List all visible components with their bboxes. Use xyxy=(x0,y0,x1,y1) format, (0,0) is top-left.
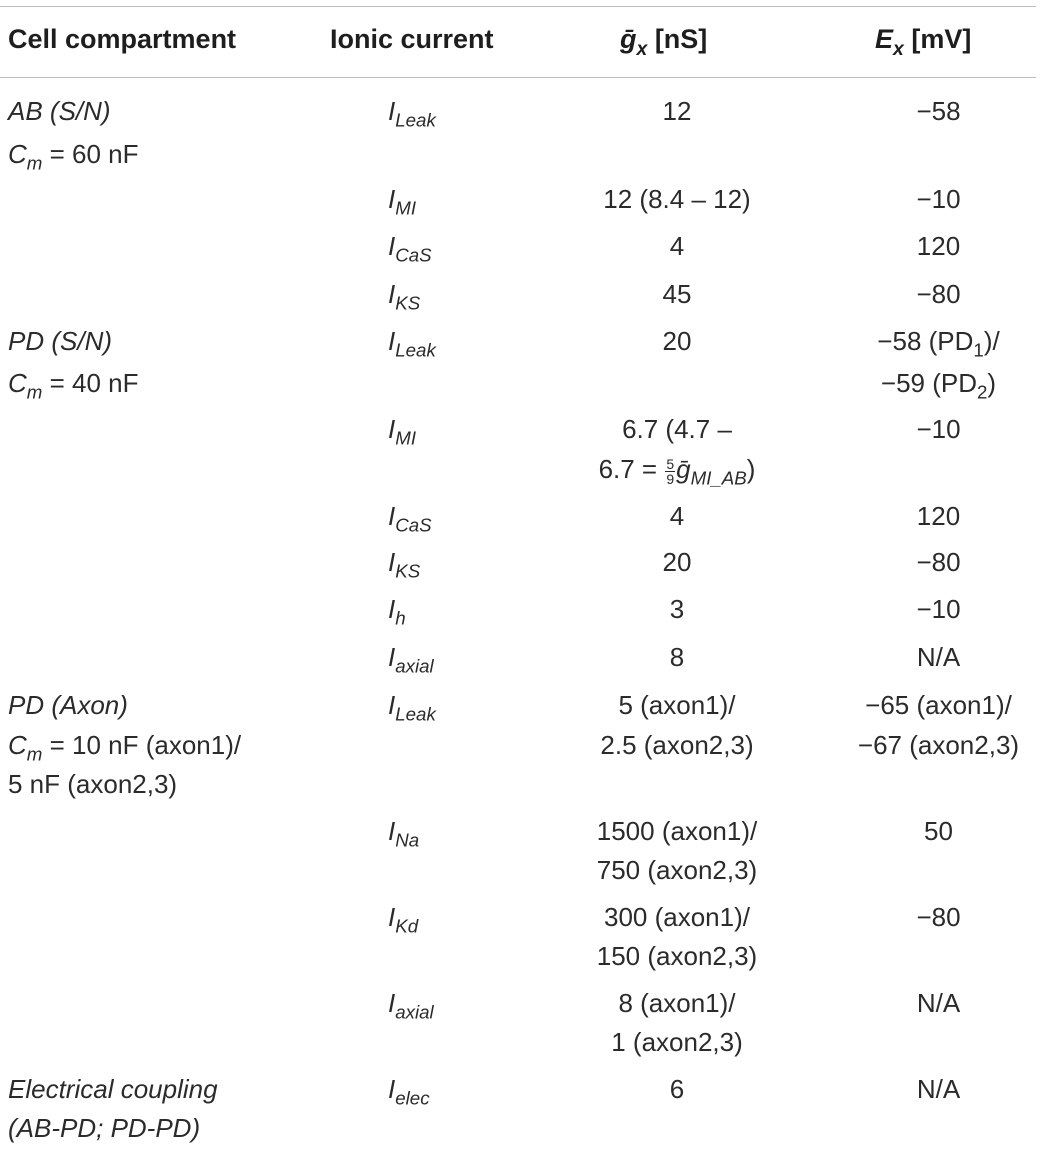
reversal-cell: 50 xyxy=(924,816,953,846)
reversal-cell: −10 xyxy=(916,414,961,444)
reversal-cell: −80 xyxy=(916,279,961,309)
compartment-cell: PD (Axon) xyxy=(8,690,128,720)
current-cell: $I_{axial}$ xyxy=(388,642,434,677)
compartment-cell: PD (S/N) xyxy=(8,326,112,356)
header-reversal-potential: $E_x$ [mV] xyxy=(875,24,972,60)
conductance-cell: 20 xyxy=(662,547,692,577)
reversal-cell: −80 xyxy=(916,547,961,577)
conductance-cell: 6.7 = $\frac{5}{9}$ ḡ$_{MI\_AB}$) xyxy=(598,454,756,489)
current-cell: $I_{Leak}$ xyxy=(388,96,436,131)
compartment-cell: AB (S/N) xyxy=(8,96,111,126)
compartment-cell: Electrical coupling xyxy=(8,1074,218,1104)
compartment-cell: $C_m = 40$ nF xyxy=(8,368,139,403)
current-cell: $I_{KS}$ xyxy=(388,547,421,582)
reversal-cell: −59 $(PD_2)$ xyxy=(880,368,997,403)
current-cell: $I_{KS}$ xyxy=(388,279,421,314)
conductance-cell: 6.7 (4.7 – xyxy=(622,414,732,444)
current-cell: $I_{CaS}$ xyxy=(388,501,432,536)
conductance-cell: 5 (axon1)/ xyxy=(618,690,736,720)
current-cell: $I_{MI}$ xyxy=(388,414,417,449)
reversal-cell: −58 xyxy=(916,96,961,126)
conductance-cell: 6 xyxy=(669,1074,685,1104)
reversal-cell: −80 xyxy=(916,902,961,932)
reversal-cell: N/A xyxy=(916,988,961,1018)
conductance-cell: 8 xyxy=(669,642,685,672)
reversal-cell: −65 (axon1)/ xyxy=(865,690,1012,720)
reversal-cell: 120 xyxy=(916,501,961,531)
conductance-cell: 8 (axon1)/ xyxy=(618,988,736,1018)
current-cell: $I_{MI}$ xyxy=(388,184,417,219)
reversal-cell: N/A xyxy=(916,642,961,672)
conductance-cell: 12 xyxy=(662,96,692,126)
current-cell: $I_{CaS}$ xyxy=(388,231,432,266)
conductance-cell: 4 xyxy=(669,231,685,261)
conductance-cell: 1500 (axon1)/ xyxy=(596,816,758,846)
header-cell-compartment: Cell compartment xyxy=(8,24,237,54)
current-cell: $I_{axial}$ xyxy=(388,988,434,1023)
current-cell: $I_{Leak}$ xyxy=(388,326,436,361)
current-cell: $I_{Leak}$ xyxy=(388,690,436,725)
reversal-cell: N/A xyxy=(916,1074,961,1104)
conductance-cell: 300 (axon1)/ xyxy=(604,902,750,932)
fraction-five-ninths: $\frac{5}{9}$ xyxy=(666,455,675,487)
reversal-cell: −10 xyxy=(916,594,961,624)
conductance-cell: 3 xyxy=(669,594,685,624)
reversal-cell: −10 xyxy=(916,184,961,214)
header-ionic-current: Ionic current xyxy=(330,24,494,54)
current-cell: $I_h$ xyxy=(388,594,406,629)
conductance-cell: 1 (axon2,3) xyxy=(611,1027,743,1057)
conductance-cell: 20 xyxy=(662,326,692,356)
table-top-rule xyxy=(0,6,1036,7)
header-rule xyxy=(0,77,1036,78)
conductance-cell: 2.5 (axon2,3) xyxy=(600,730,754,760)
current-cell: $I_{elec}$ xyxy=(388,1074,430,1109)
conductance-cell: 750 (axon2,3) xyxy=(596,855,758,885)
current-cell: $I_{Kd}$ xyxy=(388,902,419,937)
header-conductance: ḡ$_x$ [nS] xyxy=(620,24,708,60)
compartment-cell: 5 nF (axon2,3) xyxy=(8,769,178,799)
conductance-cell: 12 (8.4 – 12) xyxy=(603,184,751,214)
current-cell: $I_{Na}$ xyxy=(388,816,420,851)
reversal-cell: −58 $(PD_1)/$ xyxy=(877,326,1000,361)
compartment-cell: (AB-PD; PD-PD) xyxy=(8,1113,201,1143)
conductance-cell: 150 (axon2,3) xyxy=(596,941,758,971)
conductance-cell: 45 xyxy=(662,279,692,309)
compartment-cell: $C_m = 10$ nF (axon1)/ xyxy=(8,730,242,765)
conductance-cell: 4 xyxy=(669,501,685,531)
compartment-cell: $C_m = 60$ nF xyxy=(8,139,139,174)
reversal-cell: −67 (axon2,3) xyxy=(857,730,1020,760)
reversal-cell: 120 xyxy=(916,231,961,261)
